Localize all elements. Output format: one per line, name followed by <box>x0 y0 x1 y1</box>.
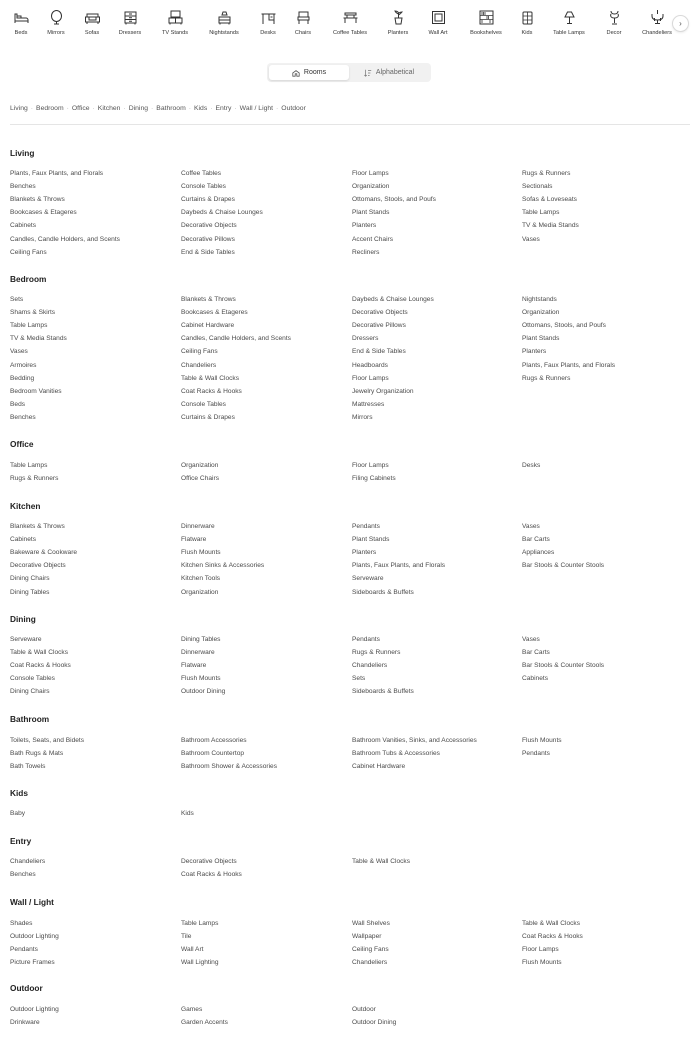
category-link[interactable]: Dinnerware <box>181 649 215 657</box>
section-title: Living <box>10 148 35 158</box>
category-link[interactable]: Dining Tables <box>10 588 50 596</box>
category-link[interactable]: Tile <box>181 933 192 941</box>
category-link[interactable]: Plants, Faux Plants, and Florals <box>352 562 446 570</box>
category-link[interactable]: Flush Mounts <box>522 737 562 744</box>
category-link[interactable]: Bakeware & Cookware <box>10 549 78 557</box>
category-link[interactable]: Wall Art <box>181 946 204 954</box>
category-link[interactable]: Vases <box>522 235 540 243</box>
category-link[interactable]: Benches <box>10 413 36 421</box>
category-link[interactable]: Curtains & Drapes <box>181 196 235 204</box>
nav-separator: · <box>92 105 95 112</box>
kids-icon <box>519 9 536 26</box>
category-link[interactable]: Serveware <box>10 636 42 643</box>
nav-separator: · <box>234 105 237 112</box>
category-link[interactable]: Outdoor Lighting <box>10 933 59 941</box>
category-link[interactable]: Planters <box>522 348 547 356</box>
nav-separator: · <box>210 105 213 112</box>
category-link[interactable]: TV & Media Stands <box>10 335 67 343</box>
section-title: Entry <box>10 836 32 846</box>
nav-separator: · <box>66 105 69 112</box>
category-link[interactable]: Vases <box>522 523 540 530</box>
category-label: Wall Art <box>428 30 448 36</box>
category-link[interactable]: Blankets & Throws <box>10 196 65 204</box>
category-link[interactable]: Bar Carts <box>522 649 550 657</box>
category-link[interactable]: Garden Accents <box>181 1019 228 1027</box>
category-link[interactable]: Blankets & Throws <box>10 523 65 530</box>
category-link[interactable]: Floor Lamps <box>352 374 389 382</box>
rooms-icon <box>292 69 300 77</box>
section-title: Dining <box>10 614 36 624</box>
category-link[interactable]: Flatware <box>181 662 207 670</box>
category-link[interactable]: Chandeliers <box>352 662 388 670</box>
category-link[interactable]: Bar Stools & Counter Stools <box>522 562 605 570</box>
category-bar <box>0 9 700 43</box>
category-next-button[interactable] <box>672 15 689 32</box>
category-link[interactable]: Wall Shelves <box>352 920 390 927</box>
category-label: Sofas <box>84 30 100 36</box>
category-link[interactable]: Headboards <box>352 361 388 369</box>
category-link[interactable]: Mirrors <box>352 413 373 421</box>
category-coffee-tables[interactable] <box>324 9 376 36</box>
category-label: Kids <box>521 30 533 36</box>
category-link[interactable]: Wall Lighting <box>181 959 219 967</box>
category-link[interactable]: Desks <box>522 462 541 469</box>
category-link[interactable]: Armoires <box>10 361 37 369</box>
room-nav-link[interactable]: Dining <box>128 105 149 112</box>
category-link[interactable]: Table Lamps <box>10 322 48 330</box>
category-link[interactable]: Bookcases & Etageres <box>10 209 77 217</box>
category-label: Coffee Tables <box>332 30 367 36</box>
tab-rooms-label: Rooms <box>303 69 327 76</box>
category-link[interactable]: Daybeds & Chaise Lounges <box>352 296 434 303</box>
section-title: Bathroom <box>10 714 50 724</box>
category-link[interactable]: Bathroom Tubs & Accessories <box>352 750 440 758</box>
section-title: Bedroom <box>10 274 47 284</box>
room-nav-link[interactable]: Kids <box>194 105 208 112</box>
category-link[interactable]: Dinnerware <box>181 523 215 530</box>
table-lamp-icon <box>561 9 578 26</box>
category-link[interactable]: Rugs & Runners <box>522 170 571 177</box>
category-link[interactable]: Games <box>181 1006 203 1013</box>
category-link[interactable]: Organization <box>352 183 390 191</box>
category-link[interactable]: Organization <box>181 588 219 596</box>
category-link[interactable]: Floor Lamps <box>352 170 389 177</box>
desk-icon <box>260 9 277 26</box>
category-link[interactable]: Bar Stools & Counter Stools <box>522 662 605 670</box>
category-link[interactable]: Table & Wall Clocks <box>10 649 69 657</box>
nav-separator: · <box>188 105 192 112</box>
category-link[interactable]: Coat Racks & Hooks <box>10 662 71 670</box>
category-link[interactable]: Bathroom Accessories <box>181 737 247 744</box>
category-link[interactable]: Sets <box>10 296 24 303</box>
category-link[interactable]: Organization <box>522 309 560 317</box>
category-link[interactable]: Rugs & Runners <box>522 374 571 382</box>
category-link[interactable]: Bathroom Shower & Accessories <box>181 763 278 771</box>
category-link[interactable]: Dining Chairs <box>10 575 50 583</box>
view-toggle <box>267 63 431 82</box>
tab-alphabetical-label: Alphabetical <box>375 69 415 76</box>
category-link[interactable]: Bath Towels <box>10 763 46 771</box>
category-link[interactable]: Plant Stands <box>352 536 390 544</box>
category-link[interactable]: Vases <box>10 348 28 356</box>
room-nav-link[interactable]: Bedroom <box>36 105 64 112</box>
category-link[interactable]: Pendants <box>10 946 38 954</box>
category-label: Beds <box>14 30 28 36</box>
category-link[interactable]: Kitchen Sinks & Accessories <box>181 562 265 570</box>
category-link[interactable]: Decorative Pillows <box>352 322 406 330</box>
category-link[interactable]: Coat Racks & Hooks <box>181 871 242 879</box>
nav-separator: · <box>123 105 126 112</box>
category-link[interactable]: Decorative Objects <box>10 562 66 570</box>
category-link[interactable]: Candles, Candle Holders, and Scents <box>10 235 120 243</box>
category-link[interactable]: End & Side Tables <box>352 348 406 356</box>
category-link[interactable]: Wallpaper <box>352 933 382 941</box>
category-label: Decor <box>606 30 622 36</box>
category-chairs[interactable] <box>277 9 329 36</box>
category-link[interactable]: Decorative Pillows <box>181 235 235 243</box>
decor-icon <box>606 9 623 26</box>
category-link[interactable]: Flush Mounts <box>522 959 562 967</box>
sofa-icon <box>84 9 101 26</box>
category-link[interactable]: Cabinets <box>10 536 37 544</box>
category-link[interactable]: Coffee Tables <box>181 170 222 177</box>
category-link[interactable]: Ottomans, Stools, and Poufs <box>522 322 606 330</box>
category-link[interactable]: Ceiling Fans <box>181 348 218 356</box>
category-link[interactable]: Planters <box>352 549 377 557</box>
room-nav-link[interactable]: Wall / Light <box>239 105 274 112</box>
category-link[interactable]: Decorative Objects <box>352 309 408 317</box>
category-link[interactable]: Pendants <box>352 523 380 530</box>
category-link[interactable]: Curtains & Drapes <box>181 413 235 421</box>
category-link[interactable]: Sectionals <box>522 183 553 191</box>
category-link[interactable]: Daybeds & Chaise Lounges <box>181 209 263 217</box>
category-link[interactable]: Outdoor Dining <box>181 688 226 696</box>
category-link[interactable]: Pendants <box>522 750 550 758</box>
category-link[interactable]: Cabinets <box>522 675 549 683</box>
category-link[interactable]: Bathroom Vanities, Sinks, and Accessories <box>352 737 477 744</box>
category-label: Chandeliers <box>642 30 672 36</box>
category-link[interactable]: Organization <box>181 462 219 469</box>
category-link[interactable]: End & Side Tables <box>181 248 235 256</box>
category-link[interactable]: Pendants <box>352 636 380 643</box>
category-link[interactable]: Dressers <box>352 335 379 343</box>
room-nav-link[interactable]: Office <box>71 105 90 112</box>
category-link[interactable]: Plant Stands <box>522 335 560 343</box>
category-link[interactable]: Ottomans, Stools, and Poufs <box>352 196 436 204</box>
category-link[interactable]: Ceiling Fans <box>10 248 47 256</box>
category-link[interactable]: Dining Tables <box>181 636 221 643</box>
category-link[interactable]: Floor Lamps <box>522 946 559 954</box>
category-link[interactable]: Decorative Objects <box>181 222 237 230</box>
room-nav-link[interactable]: Kitchen <box>97 105 121 112</box>
category-link[interactable]: Cabinet Hardware <box>352 763 406 771</box>
planter-icon <box>390 9 407 26</box>
category-link[interactable]: Mattresses <box>352 400 385 408</box>
category-link[interactable]: Console Tables <box>181 183 226 191</box>
divider <box>10 124 690 125</box>
category-link[interactable]: Rugs & Runners <box>10 475 59 483</box>
category-link[interactable]: Candles, Candle Holders, and Scents <box>181 335 291 343</box>
section-title: Office <box>10 439 34 449</box>
section-title: Kitchen <box>10 501 41 511</box>
category-link[interactable]: Table & Wall Clocks <box>352 858 411 865</box>
category-link[interactable]: Sideboards & Buffets <box>352 688 414 696</box>
category-link[interactable]: Table & Wall Clocks <box>522 920 581 927</box>
room-nav-link[interactable]: Outdoor <box>281 105 306 112</box>
bed-icon <box>13 9 30 26</box>
category-tv-stands[interactable] <box>149 9 201 36</box>
category-link[interactable]: Plant Stands <box>352 209 390 217</box>
category-link[interactable]: Table Lamps <box>181 920 219 927</box>
category-link[interactable]: Chandeliers <box>10 858 46 865</box>
category-link[interactable]: Bedding <box>10 374 35 382</box>
category-link[interactable]: Serveware <box>352 575 384 583</box>
category-link[interactable]: Table & Wall Clocks <box>181 374 240 382</box>
room-nav-link[interactable]: Bathroom <box>156 105 186 112</box>
section-title: Outdoor <box>10 983 43 993</box>
category-link[interactable]: Floor Lamps <box>352 462 389 469</box>
category-link[interactable]: Shams & Skirts <box>10 309 56 317</box>
nav-separator: · <box>30 105 34 112</box>
bookshelf-icon <box>478 9 495 26</box>
category-link[interactable]: Outdoor Lighting <box>10 1006 59 1013</box>
category-link[interactable]: Bedroom Vanities <box>10 387 62 395</box>
category-link[interactable]: Sets <box>352 675 366 683</box>
category-label: Dressers <box>118 30 142 36</box>
category-link[interactable]: Baby <box>10 810 26 817</box>
category-link[interactable]: Blankets & Throws <box>181 296 236 303</box>
room-nav <box>10 105 306 112</box>
category-label: Mirrors <box>47 30 65 36</box>
category-link[interactable]: Beds <box>10 400 26 408</box>
category-link[interactable]: Flush Mounts <box>181 675 221 683</box>
category-link[interactable]: Console Tables <box>10 675 55 683</box>
category-link[interactable]: Toilets, Seats, and Bidets <box>10 737 85 744</box>
category-link[interactable]: Bookcases & Etageres <box>181 309 248 317</box>
room-nav-link[interactable]: Living <box>10 105 28 112</box>
category-link[interactable]: Plants, Faux Plants, and Florals <box>10 170 104 177</box>
section-title: Kids <box>10 788 28 798</box>
nav-separator: · <box>151 105 154 112</box>
category-link[interactable]: Kids <box>181 810 194 817</box>
category-link[interactable]: Table Lamps <box>522 209 560 217</box>
category-link[interactable]: Vases <box>522 636 540 643</box>
wall-art-icon <box>430 9 447 26</box>
sort-alpha-icon <box>364 69 372 77</box>
category-link[interactable]: Bar Carts <box>522 536 550 544</box>
category-link[interactable]: Shades <box>10 920 33 927</box>
category-link[interactable]: Decorative Objects <box>181 858 237 865</box>
category-link[interactable]: Bathroom Countertop <box>181 750 245 758</box>
category-link[interactable]: Filing Cabinets <box>352 475 396 483</box>
category-link[interactable]: Benches <box>10 183 36 191</box>
category-label: TV Stands <box>161 30 189 36</box>
nav-separator: · <box>276 105 279 112</box>
category-link[interactable]: Console Tables <box>181 400 226 408</box>
category-wall-art[interactable] <box>412 9 464 36</box>
category-link[interactable]: Kitchen Tools <box>181 575 221 583</box>
mirror-icon <box>48 9 65 26</box>
category-link[interactable]: Cabinet Hardware <box>181 322 235 330</box>
chevron-right-icon: › <box>679 19 682 28</box>
category-link[interactable]: Outdoor Dining <box>352 1019 397 1027</box>
category-link[interactable]: Nightstands <box>522 296 557 303</box>
category-link[interactable]: Dining Chairs <box>10 688 50 696</box>
category-link[interactable]: Cabinets <box>10 222 37 230</box>
category-link[interactable]: Flush Mounts <box>181 549 221 557</box>
category-label: Nightstands <box>209 30 239 36</box>
category-link[interactable]: Sideboards & Buffets <box>352 588 414 596</box>
category-link[interactable]: Outdoor <box>352 1006 376 1013</box>
tab-alphabetical[interactable] <box>349 65 429 80</box>
coffee-table-icon <box>342 9 359 26</box>
category-link[interactable]: Ceiling Fans <box>352 946 389 954</box>
category-link[interactable]: Rugs & Runners <box>352 649 401 657</box>
category-label: Planters <box>387 30 409 36</box>
category-link[interactable]: Flatware <box>181 536 207 544</box>
category-link[interactable]: Office Chairs <box>181 475 219 483</box>
category-link[interactable]: Jewelry Organization <box>352 387 414 395</box>
category-link[interactable]: Drinkware <box>10 1019 40 1027</box>
chair-icon <box>295 9 312 26</box>
chandelier-icon <box>649 9 666 26</box>
category-link[interactable]: Planters <box>352 222 377 230</box>
category-link[interactable]: Sofas & Loveseats <box>522 196 577 204</box>
category-link[interactable]: Chandeliers <box>352 959 388 967</box>
category-link[interactable]: TV & Media Stands <box>522 222 579 230</box>
category-link[interactable]: Accent Chairs <box>352 235 394 243</box>
room-nav-link[interactable]: Entry <box>215 105 232 112</box>
category-link[interactable]: Picture Frames <box>10 959 55 967</box>
category-label: Chairs <box>294 30 312 36</box>
dresser-icon <box>122 9 139 26</box>
category-label: Table Lamps <box>553 30 585 36</box>
tab-rooms[interactable] <box>269 65 349 80</box>
category-link[interactable]: Plants, Faux Plants, and Florals <box>522 361 616 369</box>
category-link[interactable]: Benches <box>10 871 36 879</box>
category-label: Bookshelves <box>470 30 502 36</box>
category-link[interactable]: Chandeliers <box>181 361 217 369</box>
category-link[interactable]: Appliances <box>522 549 555 557</box>
section-title: Wall / Light <box>10 897 54 907</box>
category-link[interactable]: Coat Racks & Hooks <box>522 933 583 941</box>
tv-stand-icon <box>167 9 184 26</box>
category-link[interactable]: Coat Racks & Hooks <box>181 387 242 395</box>
category-link[interactable]: Table Lamps <box>10 462 48 469</box>
nightstand-icon <box>216 9 233 26</box>
category-link[interactable]: Recliners <box>352 248 380 256</box>
category-label: Desks <box>260 30 276 36</box>
category-link[interactable]: Bath Rugs & Mats <box>10 750 64 758</box>
